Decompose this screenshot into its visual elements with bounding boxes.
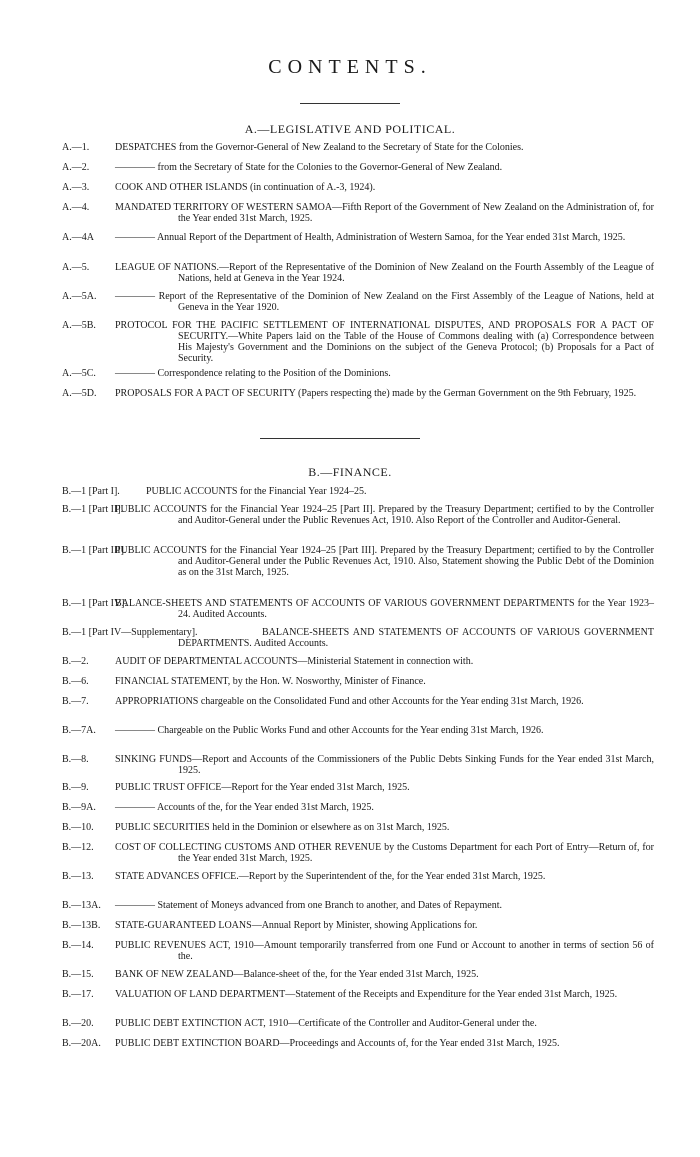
entry-code: B.—13. [62, 871, 94, 882]
entry-code: B.—15. [62, 969, 94, 980]
entry-code: B.—13A. [62, 900, 101, 911]
entry-code: B.—1 [Part I]. [62, 486, 120, 497]
entry-text: BALANCE-SHEETS AND STATEMENTS OF ACCOUNTS OF VARIOUS GOVERNMENT DEPARTMENTS for the Year 1923–24. Audited Accounts. [115, 598, 654, 620]
entry-text: ———— Annual Report of the Department of Health, Administration of Western Samoa, for the Year ended 31st March, 1925. [115, 232, 626, 243]
entry-text: LEAGUE OF NATIONS.—Report of the Representative of the Dominion of New Zealand on the Fourth Assembly of the League of Nations, held at Geneva in the Year 1924. [115, 262, 654, 284]
entry-text: ———— Correspondence relating to the Position of the Dominions. [115, 368, 391, 379]
entry-text: ———— Chargeable on the Public Works Fund and other Accounts for the Year ending 31st March, 1926. [115, 725, 544, 736]
entry-code: A.—5D. [62, 388, 97, 399]
entry-text: BANK OF NEW ZEALAND—Balance-sheet of the, for the Year ended 31st March, 1925. [115, 969, 479, 980]
entry-text: ———— from the Secretary of State for the Colonies to the Governor-General of New Zealand. [115, 162, 503, 173]
entry-text: PUBLIC DEBT EXTINCTION BOARD—Proceedings and Accounts of, for the Year ended 31st March, 1925. [115, 1038, 560, 1049]
entry-code: A.—5B. [62, 320, 96, 331]
entry-code: B.—2. [62, 656, 89, 667]
entry-code: B.—1 [Part IV]. [62, 598, 127, 609]
entry-code: B.—1 [Part IV—Supplementary]. [62, 627, 198, 638]
title-divider [300, 103, 400, 104]
entry-code: A.—4. [62, 202, 90, 213]
entry-text: PROPOSALS FOR A PACT OF SECURITY (Papers respecting the) made by the German Government on the 9th February, 1925. [115, 388, 637, 399]
entry-code: B.—9A. [62, 802, 96, 813]
entry-code: B.—20. [62, 1018, 94, 1029]
entry-code: B.—12. [62, 842, 94, 853]
entry-text: STATE-GUARANTEED LOANS—Annual Report by Minister, showing Applications for. [115, 920, 478, 931]
entry-text: PUBLIC DEBT EXTINCTION ACT, 1910—Certificate of the Controller and Auditor-General under the. [115, 1018, 537, 1029]
entry-code: B.—7A. [62, 725, 96, 736]
entry-code: B.—6. [62, 676, 89, 687]
entry-code: A.—5C. [62, 368, 96, 379]
entry-code: B.—8. [62, 754, 89, 765]
page-title: CONTENTS. [268, 56, 432, 78]
entry-code: B.—20A. [62, 1038, 101, 1049]
entry-text: PUBLIC REVENUES ACT, 1910—Amount temporarily transferred from one Fund or Account to another in terms of section 56 of the. [115, 940, 654, 962]
entry-text: ———— Statement of Moneys advanced from one Branch to another, and Dates of Repayment. [115, 900, 502, 911]
entry-text: PUBLIC SECURITIES held in the Dominion or elsewhere as on 31st March, 1925. [115, 822, 450, 833]
section-heading-a: A.—LEGISLATIVE AND POLITICAL. [244, 122, 456, 136]
entry-text: PUBLIC ACCOUNTS for the Financial Year 1924–25 [Part III]. Prepared by the Treasury Department; certified to by the Controller and Auditor-General under the Public Revenues Act, 1910. Also, Statement showing the Public Debt of the Dominion as on the 31st March, 1925. [115, 545, 654, 578]
entry-code: A.—5A. [62, 291, 97, 302]
entry-code: B.—1 [Part III]. [62, 545, 127, 556]
entry-text: COST OF COLLECTING CUSTOMS AND OTHER REVENUE by the Customs Department for each Port of Entry—Return of, for the Year ended 31st March, 1925. [115, 842, 654, 864]
entry-code: B.—1 [Part II]. [62, 504, 124, 515]
entry-code: B.—14. [62, 940, 94, 951]
entry-code: B.—7. [62, 696, 89, 707]
entry-text: MANDATED TERRITORY OF WESTERN SAMOA—Fifth Report of the Government of New Zealand on the Administration of, for the Year ended 31st March, 1925. [115, 202, 654, 224]
entry-code: A.—2. [62, 162, 90, 173]
entry-code: B.—10. [62, 822, 94, 833]
entry-code: B.—17. [62, 989, 94, 1000]
entry-text: ———— Report of the Representative of the Dominion of New Zealand on the First Assembly of the League of Nations, held at Geneva in the Year 1920. [115, 291, 654, 313]
entry-text: VALUATION OF LAND DEPARTMENT—Statement of the Receipts and Expenditure for the Year ended 31st March, 1925. [115, 989, 618, 1000]
entry-text: ———— Accounts of the, for the Year ended 31st March, 1925. [115, 802, 374, 813]
entry-code: B.—9. [62, 782, 89, 793]
entry-code: A.—5. [62, 262, 90, 273]
entry-text: PUBLIC ACCOUNTS for the Financial Year 1924–25. [146, 486, 367, 497]
entry-code: A.—3. [62, 182, 90, 193]
entry-text: BALANCE-SHEETS AND STATEMENTS OF ACCOUNTS OF VARIOUS GOVERNMENT DEPARTMENTS. Audited Accounts. [178, 627, 654, 649]
section-heading-b: B.—FINANCE. [308, 465, 392, 479]
entry-text: AUDIT OF DEPARTMENTAL ACCOUNTS—Ministerial Statement in connection with. [115, 656, 474, 667]
entry-text: STATE ADVANCES OFFICE.—Report by the Superintendent of the, for the Year ended 31st March, 1925. [115, 871, 546, 882]
section-divider [260, 438, 420, 439]
entry-text: FINANCIAL STATEMENT, by the Hon. W. Nosworthy, Minister of Finance. [115, 676, 426, 687]
entry-text: COOK AND OTHER ISLANDS (in continuation of A.-3, 1924). [115, 182, 376, 193]
entry-code: A.—1. [62, 142, 90, 153]
entry-text: APPROPRIATIONS chargeable on the Consolidated Fund and other Accounts for the Year ending 31st March, 1926. [115, 696, 584, 707]
entry-text: PUBLIC TRUST OFFICE—Report for the Year ended 31st March, 1925. [115, 782, 410, 793]
entry-code: A.—4A [62, 232, 94, 243]
entry-text: PUBLIC ACCOUNTS for the Financial Year 1924–25 [Part II]. Prepared by the Treasury Department; certified to by the Controller and Auditor-General under the Public Revenues Act, 1910. Also Report of the Controller and Auditor-General. [115, 504, 654, 526]
entry-text: PROTOCOL FOR THE PACIFIC SETTLEMENT OF INTERNATIONAL DISPUTES, AND PROPOSALS FOR A PACT OF SECURITY.—White Papers laid on the Table of the House of Commons dealing with (a) Correspondence between His Majesty's Government and the Dominions on the subject of the Geneva Protocol; (b) Proposals for a Pact of Security. [115, 320, 654, 364]
entry-code: B.—13B. [62, 920, 101, 931]
entry-text: SINKING FUNDS—Report and Accounts of the Commissioners of the Public Debts Sinking Funds for the Year ended 31st March, 1925. [115, 754, 654, 776]
entry-text: DESPATCHES from the Governor-General of New Zealand to the Secretary of State for the Colonies. [115, 142, 524, 153]
